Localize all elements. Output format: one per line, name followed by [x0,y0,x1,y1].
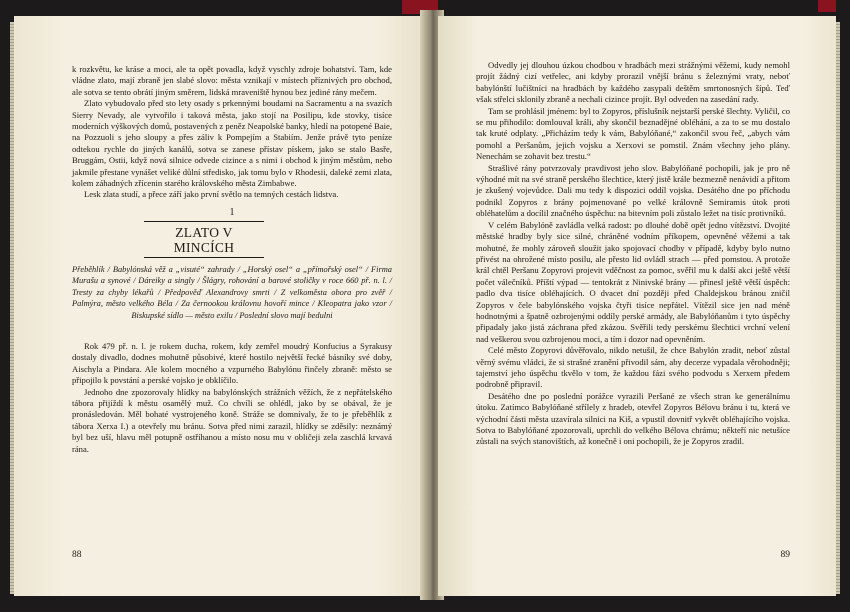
paragraph: Rok 479 př. n. l. je rokem ducha, rokem, kdy zemřel moudrý Konfucius a Syrakusy dostaly divadlo, dodnes mohutně působivé, které hostilo největší řecké básníky své doby, Aischyla a Pindara. Ale kolem mocného a vzpurného Babylónu řinčely zbraně: město se připojilo k povstání a perské vojsko je obklíčilo. [72,340,392,386]
bookmark-ribbon-right [818,0,836,12]
paragraph: Lesk zlata studí, a přece září jako první světlo na temných cestách lidstva. [84,189,339,200]
chapter-title: ZLATO V MINCÍCH [144,221,264,258]
paragraph: k rozkvětu, ke kráse a moci, ale ta opět povadla, když vyschly zdroje bohatství. Tam, kde vládne zlato, mají zbraně jen slabé slovo: města vznikají v místech příznivých pro obchod, ale sotva se tento obrátí jiným směrem, lidská mraveniště hynou bez jediné rány mečem. [72,64,392,97]
paragraph: Celé město Zopyrovi důvěřovalo, nikdo netušil, že chce Babylón zradit, neboť zůstal věrný svému vládci, že si strašné zranění přivodil sám, aby decerze vypadala věrohodněji; tajemství jeho úspěchu tkvělo v tom, že každou fázi svého podvodu s Xerxem předem podrobně připravil. [476,345,790,390]
page-number: 89 [780,550,790,560]
right-page [438,16,836,596]
paragraph: Desátého dne po poslední porážce vyrazili Peršané ze všech stran ke generálnímu útoku. Zatímco Babylóňané střílely z hradeb, otevřel Zopyros Bélovu bránu i tu, která ve východní části města uzavírala silnici na Kiš, a vpustil dovnitř vykvět obléhajícího vojska. Sotva to Babylóňané zpozorovali, uprchli do velkého Bélova chrámu; někteří nic netušíce zůstali na svých stanovištích, až konečně i oni pochopili, že je Zopyros zradil. [476,390,790,447]
paragraph: Tam se prohlásil jménem: byl to Zopyros, příslušník nejstarší perské šlechty. Vyličil, co se mu přihodilo: domlouval králi, aby skončil beznadějné obléhání, a za to se mu dostalo tak kruté odplaty. „Přicházím tedy k vám, Babylóňané,“ zakončil svou řeč, „abych vám pomohl a Peršanům, jejich vojsku a Xerxovi se pomstil. Znám všechny jeho plány. Nenechám se zohavit bez trestu.“ [476,105,790,162]
paragraph: Strašlivé rány potvrzovaly pravdivost jeho slov. Babylóňané pochopili, jak je pro ně výhodné mít na své straně perského šlechtice, který jistě krále bezmezně nenávidí a přitom je zkušený vojevůdce. Dali mu tedy k dispozici oddíl vojska. Desátého dne po příchodu podnikl Zopyros z brány pojmenované po velké královně Semiramis útok proti obléhatelům a docílil značného úspěchu: na bitevním poli zůstalo ležet na tisíc protivníků. [476,162,790,219]
page-edges-right [836,22,840,594]
chapter-contents: Přeběhlík / Babylónská věž a „visuté“ zahrady / „Horský osel“ a „přímořský osel“ / Firma Murašu a synové / Dáreiky a singly / Šlágry, rohování a barové stoličky v roce 660 př. n. l. / Tresty za chyby lékařů / Předpověď Alexandrovy smrti / Z velkoměsta obora pro zvěř / Palmýra, město velkého Béla / Za černookou královnu hovoří mince / Kleopatra jako vzor / Biskupské sídlo — město exilu / Poslední slovo mají bedulni [72,264,392,320]
paragraph: Jednoho dne zpozorovaly hlídky na babylónských strážních věžích, že z nepřátelského tábora přijíždí k městu osamělý muž. Co chvíli se ohlédl, jako by se obával, že je pronásledován. Měl bohaté vystrojeného koně. Stráže se domnívaly, že to je přeběhlík z tábora Xerxa I.) a otevřely mu bránu. Sotva před nimi zarazil, hlídky se zděsily: neznámý byl bez uší, hlavu měl potupně ostříhanou a místo nosu mu v obličeji zela zaschlá krvavá rána. [72,386,392,454]
paragraph: Zlato vybudovalo před sto lety osady s prkennými boudami na Sacramentu a na svazích Sierry Nevady, ale vytvořilo i taková města, jako stojí na Posilipu, kde stovky, tisíce moderních výškových domů, postavených z peněz Neapolské banky, hledí na potopené Baie, na Pozzuoli s jeho sloupy a přes záliv k Pompejím a Stabiím. Jenže právě tyto peníze odtekou rychle do jiných kanálů, sotva se zanese přístav pískem, jako se stalo Basře, Bruggám, Ostii, když nová silnice odvede cizince a s nimi i obchod k jiným městům, nebo jakmile přestane vynášet veliké důlní středisko, jak tomu bylo v Rhodesii, daleké zemi zlata, kolem záhadných zřícenin starého královského města Zimbabwe. [72,98,392,189]
paragraph: Odvedly jej dlouhou úzkou chodbou v hradbách mezi strážnými věžemi, kudy nemohl projít žádný cizí vetřelec, ani kdyby prorazil vnější bránu s železnými vraty, neboť babylónští lučištníci na hradbách by každého zasypali deštěm smrtonosných šípů. Teď však střelci sklonily zbraně a nechali cizince projít. Byl odveden na zasedání rady. [476,60,790,105]
chapter-number: 1 [229,206,235,218]
paragraph: V celém Babylóně zavládla velká radost: po dlouhé době opět jedno vítězství. Dvojité městské hradby byly sice silné, chráněné vodním příkopem, opevněné věžemi a tak mohutné, že mohly zároveň sloužit jako spojovací chodby v případě, kdyby bylo nutno přivést na ohrožené místo posilu, ale přesto lid ovládl strach — před pomstou. A protože král chtěl Peršanu Zopyrovi projevit vděčnost za pomoc, svěřil mu k další akci ještě větší počet válečníků. Příští výpad — tentokrát z Ninivské brány — přinesl ještě větší úspěch: padlo dva tisíce obléhajících. O dvacet dní později před Chaldejskou bránou zničil Zopyros v čele babylónského vojska čtyři tisíce nepřátel. Vítězil sice jen nad méně hodnotnými a špatně ozbrojenými oddíly perské armády, ale Babylóňanům i tyto úspěchy připadaly jako jistá záchrana před zkázou. Svěřili tedy perskému šlechtici vrchní velení nad veškerou svou ozbrojenou moci, a tím i dozor nad opevněním. [476,219,790,344]
left-page [14,16,426,596]
page-number: 88 [72,550,82,560]
